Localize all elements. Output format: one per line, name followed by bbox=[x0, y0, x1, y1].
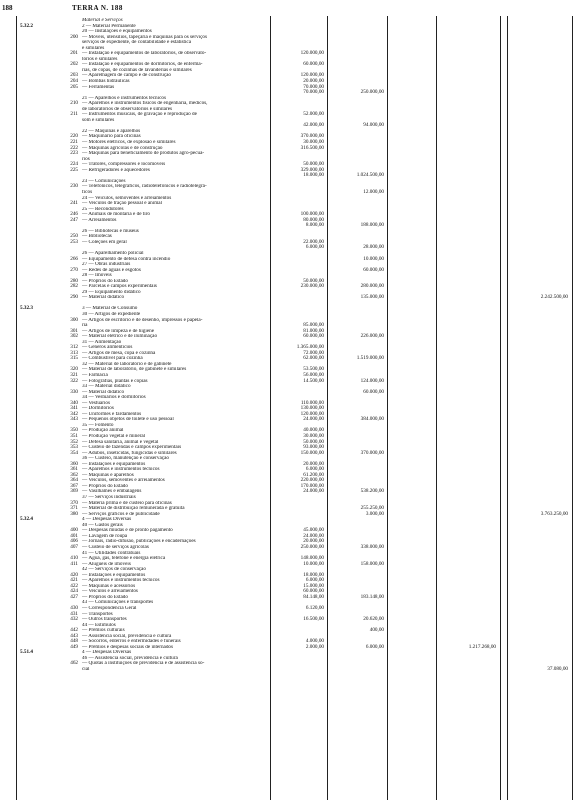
item-description: 27 — Obras industriais bbox=[82, 262, 131, 268]
item-number: 367 bbox=[70, 482, 78, 489]
item-amount: 24.000,00 bbox=[303, 532, 324, 539]
item-amount: 329.000,00 bbox=[300, 166, 324, 173]
item-description: — Máquinas agrícolas e de construção bbox=[82, 145, 163, 151]
item-description: — Lavagem de roupa bbox=[82, 533, 128, 539]
item-number: 202 bbox=[70, 61, 78, 68]
item-description: — Aluguéis de imóveis bbox=[82, 561, 131, 567]
item-amount: 60.000,00 bbox=[303, 61, 324, 68]
item-number: 343 bbox=[70, 416, 78, 423]
item-description: — Bombas hidráulicas bbox=[82, 79, 130, 85]
item-number: 204 bbox=[70, 78, 78, 85]
item-description: — Aparelhos e instrumentos técnicos bbox=[82, 467, 160, 473]
item-description: — Redes de águas e esgotos bbox=[82, 267, 141, 273]
item-description: — Animais de montaria e de tiro bbox=[82, 212, 150, 218]
item-description: — Matéria prima e de custeio para oficinas bbox=[82, 500, 172, 506]
item-description: — Instalação e equipamentos de laboratórios, de observató- bbox=[82, 51, 207, 57]
item-description: — Artigos de mesa, copa e cozinha bbox=[82, 350, 156, 356]
item-description: — Instrumentos musicais, de gravação e reprodução de bbox=[82, 112, 197, 118]
item-number: 241 bbox=[70, 200, 78, 207]
item-description: e similares bbox=[82, 45, 105, 51]
item-number: 250 bbox=[70, 233, 78, 240]
item-description: — Próprios do Estado bbox=[82, 594, 128, 600]
item-amount: 72.000,00 bbox=[303, 349, 324, 356]
item-description: — Máquinas e aparelhos bbox=[82, 472, 134, 478]
item-amount: 6.120,00 bbox=[305, 604, 324, 611]
item-amount: 81.000,00 bbox=[303, 327, 324, 334]
item-amount: 50.000,00 bbox=[303, 277, 324, 284]
page-number: 188 bbox=[2, 4, 13, 12]
item-number: 361 bbox=[70, 466, 78, 473]
item-number: 341 bbox=[70, 405, 78, 412]
item-amount: 45.000,00 bbox=[303, 527, 324, 534]
item-description: 24 — Veículos, semoventes e arreiamentos bbox=[82, 195, 172, 201]
item-amount: 6.000,00 bbox=[305, 577, 324, 584]
item-amount: 22.000,00 bbox=[303, 238, 324, 245]
item-number: 224 bbox=[70, 161, 78, 168]
item-amount: 110.000,00 bbox=[300, 399, 324, 406]
item-number: 370 bbox=[70, 499, 78, 506]
item-description: rios bbox=[82, 156, 90, 162]
item-description: — Correspondência Geral bbox=[82, 605, 137, 611]
item-amount: 85.000,00 bbox=[303, 322, 324, 329]
item-amount: 84.148,00 bbox=[303, 593, 324, 600]
item-description: — Custeio de serviços agrícolas bbox=[82, 544, 149, 550]
item-description: — Artigos de escritório e de desenho, impressos e papela- bbox=[82, 317, 203, 323]
item-description: 40 — Gastos gerais bbox=[82, 522, 123, 528]
subtotal-amount: 158.000,00 bbox=[360, 560, 384, 567]
item-description: — Uniformes e fardamentos bbox=[82, 411, 142, 417]
item-number: 210 bbox=[70, 100, 78, 107]
item-number: 221 bbox=[70, 139, 78, 146]
item-description: 41 — Utilidades contratuais bbox=[82, 550, 141, 556]
item-description: — Material elétrico e de iluminação bbox=[82, 334, 158, 340]
item-description: 26 — Bibliotecas e museus bbox=[82, 228, 139, 234]
item-description: — Instalações e equipamentos bbox=[82, 461, 146, 467]
item-description: — Custeio de fazendas e campos experimentais bbox=[82, 445, 182, 451]
item-description: — Adubos, inseticidas, fungicidas e similares bbox=[82, 450, 177, 456]
item-number: 322 bbox=[70, 377, 78, 384]
item-description: rias, de copas, de cozinhas de lavanderias e similares bbox=[82, 67, 192, 73]
item-number: 448 bbox=[70, 638, 78, 645]
item-number: 354 bbox=[70, 449, 78, 456]
item-description: 20 — Instalações e equipamentos bbox=[82, 29, 152, 35]
item-amount: 42.000,00 bbox=[303, 122, 324, 129]
item-description: — Pequenos objetos de toilete e uso pessoal bbox=[82, 417, 174, 423]
item-amount: 120.000,00 bbox=[300, 72, 324, 79]
subtotal-amount: 370.000,00 bbox=[360, 449, 384, 456]
item-number: 301 bbox=[70, 327, 78, 334]
subtotal-amount: 250.000,00 bbox=[360, 89, 384, 96]
section-code: 5.32.4 bbox=[20, 516, 33, 523]
item-number: 312 bbox=[70, 344, 78, 351]
item-number: 351 bbox=[70, 433, 78, 440]
subtotal-amount: 20.620,00 bbox=[363, 616, 384, 623]
item-number: 364 bbox=[70, 477, 78, 484]
item-amount: 316.500,00 bbox=[300, 144, 324, 151]
item-amount: 20.000,00 bbox=[303, 538, 324, 545]
item-amount: 2.000,00 bbox=[305, 643, 324, 650]
item-description: — Tratores, compressores e locomóveis bbox=[82, 162, 166, 168]
item-number: 225 bbox=[70, 166, 78, 173]
subtotal-amount: 3.000,00 bbox=[365, 510, 384, 517]
item-description: 21 — Aparelhos e instrumentos técnicos bbox=[82, 95, 166, 101]
item-number: 353 bbox=[70, 444, 78, 451]
item-amount: 40.000,00 bbox=[303, 427, 324, 434]
item-number: 340 bbox=[70, 399, 78, 406]
item-description: 22 — Máquinas e aparelhos bbox=[82, 128, 141, 134]
item-amount: 62.000,00 bbox=[303, 355, 324, 362]
item-description: — Aparelhos e instrumentos físicos de engenharia, médicos, bbox=[82, 101, 208, 107]
item-number: 290 bbox=[70, 294, 78, 301]
item-number: 406 bbox=[70, 538, 78, 545]
item-amount: 6.000,00 bbox=[305, 244, 324, 251]
item-amount: 18.000,00 bbox=[303, 172, 324, 179]
subtotal-amount: 183.148,00 bbox=[360, 593, 384, 600]
item-amount: 148.000,00 bbox=[300, 555, 324, 562]
item-number: 411 bbox=[70, 560, 78, 567]
item-number: 211 bbox=[70, 111, 78, 118]
item-amount: 10.000,00 bbox=[303, 560, 324, 567]
item-description: — Serviços gráficos e de publicidade bbox=[82, 511, 160, 517]
item-description: tórios e similares bbox=[82, 56, 118, 62]
item-number: 266 bbox=[70, 255, 78, 262]
subtotal-amount: 338.000,00 bbox=[360, 543, 384, 550]
item-description: — Vestuários bbox=[82, 400, 111, 406]
item-number: 302 bbox=[70, 333, 78, 340]
subtotal-amount: 60.000,00 bbox=[363, 266, 384, 273]
item-description: ria bbox=[82, 323, 88, 329]
item-description: 30 — Artigos de expediente bbox=[82, 311, 141, 317]
item-description: — Quotas a instituições de previdência e de assistência so- bbox=[82, 661, 205, 667]
page-title: TERRA N. 188 bbox=[72, 4, 123, 12]
item-description: — Gêneros alimentícios bbox=[82, 345, 133, 351]
item-amount: 4.000,00 bbox=[305, 638, 324, 645]
item-number: 401 bbox=[70, 532, 78, 539]
subtotal-amount: 384.000,00 bbox=[360, 416, 384, 423]
item-description: — Arreiamentos bbox=[82, 217, 117, 223]
item-number: 246 bbox=[70, 211, 78, 218]
item-description: — Prêmios culturais bbox=[82, 628, 125, 634]
item-amount: 8.000,00 bbox=[305, 222, 324, 229]
item-description: — Maquinário para oficinas bbox=[82, 134, 141, 140]
item-number: 315 bbox=[70, 355, 78, 362]
item-amount: 150.000,00 bbox=[300, 449, 324, 456]
item-description: — Produção vegetal e mineral bbox=[82, 434, 146, 440]
item-description: — Coleções em geral bbox=[82, 239, 127, 245]
item-amount: 24.000,00 bbox=[303, 416, 324, 423]
section-code: 5.32.3 bbox=[20, 305, 33, 312]
item-number: 400 bbox=[70, 527, 78, 534]
item-description: — Telefônicos, telegráficos, radiotelefônicos e radiotelegrá- bbox=[82, 184, 207, 190]
item-description: — Máquinas para beneficiamento de produtos agro-pecuá- bbox=[82, 151, 205, 157]
item-description: 31 — Alimentação bbox=[82, 339, 122, 345]
item-description: 42 — Serviços de conservação bbox=[82, 567, 146, 573]
item-amount: 56.000,00 bbox=[303, 372, 324, 378]
item-description: — Material de laboratório, de gabinete e similares bbox=[82, 367, 187, 373]
item-number: 449 bbox=[70, 643, 78, 650]
item-amount: 24.000,00 bbox=[303, 488, 324, 495]
item-amount: 61.200,00 bbox=[303, 471, 324, 478]
item-description: 28 — Imóveis bbox=[82, 273, 112, 279]
item-description: 4 — Despesas Diversas bbox=[82, 517, 132, 523]
item-description: — Instalação e equipamentos de dormitórios, de enferma- bbox=[82, 62, 203, 68]
item-number: 350 bbox=[70, 427, 78, 434]
item-number: 200 bbox=[70, 33, 78, 40]
item-description: — Material de distribuição remunerada e gratuita bbox=[82, 506, 185, 512]
item-amount: 220.000,00 bbox=[300, 477, 324, 484]
item-description: — Instalações e equipamentos bbox=[82, 572, 146, 578]
subtotal-amount: 188.000,00 bbox=[360, 222, 384, 229]
item-number: 253 bbox=[70, 238, 78, 245]
item-amount: 70.000,00 bbox=[303, 83, 324, 90]
item-description: — Vasilhames e embalagens bbox=[82, 489, 142, 495]
item-number: 313 bbox=[70, 349, 78, 356]
item-amount: 130.000,00 bbox=[300, 405, 324, 412]
subtotal-amount: 94.000,00 bbox=[363, 122, 384, 129]
item-number: 360 bbox=[70, 460, 78, 467]
item-amount: 14.500,00 bbox=[303, 377, 324, 384]
item-number: 220 bbox=[70, 133, 78, 140]
item-description: — Parcelas e campos experimentais bbox=[82, 284, 157, 290]
item-amount: 18.000,00 bbox=[303, 571, 324, 578]
item-amount: 100.000,00 bbox=[300, 211, 324, 218]
item-description: 33 — Material didático bbox=[82, 384, 131, 390]
item-description: — Veículos e arreiamentos bbox=[82, 589, 138, 595]
item-description: — Ferramentas bbox=[82, 84, 115, 90]
item-amount: 60.000,00 bbox=[303, 588, 324, 595]
item-description: — Máquinas e acessórios bbox=[82, 583, 136, 589]
item-amount: 70.000,00 bbox=[303, 89, 324, 96]
item-description: 43 — Comunicações e transportes bbox=[82, 600, 154, 606]
item-description: — Próprios do Estado bbox=[82, 278, 128, 284]
item-description: — Móveis, utensílios, tapeçaria e máquinas para os serviços bbox=[82, 34, 208, 40]
subtotal-amount: 60.000,00 bbox=[363, 388, 384, 395]
item-number: 421 bbox=[70, 577, 78, 584]
item-number: 427 bbox=[70, 593, 78, 600]
item-description: — Produção animal bbox=[82, 428, 124, 434]
item-description: Material e Serviços bbox=[82, 18, 123, 23]
item-description: 35 — Fomento bbox=[82, 422, 114, 428]
item-description: som e similares bbox=[82, 117, 115, 123]
item-description: 2 — Material Permanente bbox=[82, 23, 136, 29]
subtotal-amount: 1.519.000,00 bbox=[356, 355, 384, 362]
grand-total: 2.242.500,00 bbox=[540, 294, 568, 301]
grand-total: 3.763.250,00 bbox=[540, 510, 568, 517]
item-description: 4 — Despesas Diversas bbox=[82, 650, 132, 656]
section-code: 5.51.4 bbox=[20, 649, 33, 656]
item-number: 247 bbox=[70, 216, 78, 223]
item-description: — Fotografias, plantas e cópias bbox=[82, 378, 148, 384]
item-description: — Bibliotecas bbox=[82, 234, 112, 240]
item-amount: 60.000,00 bbox=[303, 333, 324, 340]
table-row bbox=[0, 667, 581, 673]
item-amount: 15.000,00 bbox=[303, 582, 324, 589]
item-amount: 370.000,00 bbox=[300, 133, 324, 140]
item-number: 205 bbox=[70, 83, 78, 90]
item-description: — Motores elétricos, de explosão e similares bbox=[82, 140, 176, 146]
page-header bbox=[2, 4, 577, 16]
subtotal-amount: 1.024.500,00 bbox=[356, 172, 384, 179]
item-description: — Água, gás, telefone e energia elétrica bbox=[82, 556, 166, 562]
item-amount: 230.000,00 bbox=[300, 283, 324, 290]
item-description: — Aparelhagem de campo e de construção bbox=[82, 73, 172, 79]
item-number: 362 bbox=[70, 471, 78, 478]
item-number: 201 bbox=[70, 50, 78, 57]
item-number: 422 bbox=[70, 582, 78, 589]
item-description: — Assistência social, previdência e cultura bbox=[82, 633, 172, 639]
item-amount: 20.000,00 bbox=[303, 460, 324, 467]
item-description: de laboratórios de observatórios e similares bbox=[82, 106, 173, 112]
item-number: 380 bbox=[70, 510, 78, 517]
item-number: 432 bbox=[70, 616, 78, 623]
item-description: 32 — Material de laboratório e de gabinete bbox=[82, 361, 172, 367]
item-amount: 16.500,00 bbox=[303, 616, 324, 623]
item-description: — Material didático bbox=[82, 389, 125, 395]
item-description: — Dormitórios bbox=[82, 406, 114, 412]
item-number: 270 bbox=[70, 266, 78, 273]
item-description: 46 — Assistência social, previdência e cultura bbox=[82, 655, 178, 661]
item-description: — Despesas miúdas e de pronto pagamento bbox=[82, 528, 173, 534]
item-amount: 50.000,00 bbox=[303, 161, 324, 168]
subtotal-amount: 6.000,00 bbox=[365, 643, 384, 650]
item-description: — Farmácia bbox=[82, 373, 108, 378]
item-description: — Veículos de tração pessoal e animal bbox=[82, 201, 162, 207]
item-number: 223 bbox=[70, 150, 78, 157]
item-number: 431 bbox=[70, 610, 78, 617]
item-amount: 30.000,00 bbox=[303, 433, 324, 440]
item-description: serviços de expediente, de contabilidade e estatística bbox=[82, 40, 192, 46]
item-description: — Artigos de limpeza e de higiene bbox=[82, 328, 155, 334]
item-description: 26 — Aparelhamento policial bbox=[82, 250, 144, 256]
item-description: — Veículos, semoventes e arreiamentos bbox=[82, 478, 165, 484]
item-amount: 93.000,00 bbox=[303, 444, 324, 451]
item-number: 342 bbox=[70, 410, 78, 417]
item-amount: 20.000,00 bbox=[303, 78, 324, 85]
subtotal-amount: 10.000,00 bbox=[363, 255, 384, 262]
item-description: — Transportes bbox=[82, 611, 113, 617]
item-description: — Próprios do Estado bbox=[82, 483, 128, 489]
item-number: 407 bbox=[70, 543, 78, 550]
item-amount: 53.500,00 bbox=[303, 366, 324, 373]
budget-table bbox=[0, 18, 581, 673]
item-description: 3 — Material de Consumo bbox=[82, 306, 138, 312]
section-total: 1.217.268,00 bbox=[468, 643, 496, 650]
grand-total: 37.080,00 bbox=[547, 665, 568, 672]
item-number: 410 bbox=[70, 555, 78, 562]
item-amount: 1.365.000,00 bbox=[296, 344, 324, 351]
subtotal-amount: 28.000,00 bbox=[363, 244, 384, 251]
item-description: 29 — Equipamento didático bbox=[82, 289, 141, 295]
item-number: 330 bbox=[70, 388, 78, 395]
item-number: 203 bbox=[70, 72, 78, 79]
item-description: 36 — Custeio, manutenção e conservação bbox=[82, 456, 170, 462]
item-amount: 170.000,00 bbox=[300, 482, 324, 489]
item-number: 369 bbox=[70, 488, 78, 495]
item-amount: 80.000,00 bbox=[303, 216, 324, 223]
item-amount: 30.000,00 bbox=[303, 139, 324, 146]
item-description: — Equipamento de defesa contra incêndio bbox=[82, 256, 171, 262]
item-description: — Aparelhos e instrumentos técnicos bbox=[82, 578, 160, 584]
subtotal-amount: 538.200,00 bbox=[360, 488, 384, 495]
item-number: 443 bbox=[70, 632, 78, 639]
item-number: 230 bbox=[70, 183, 78, 190]
item-number: 300 bbox=[70, 316, 78, 323]
subtotal-amount: 135.000,00 bbox=[360, 294, 384, 301]
item-number: 352 bbox=[70, 438, 78, 445]
subtotal-amount: 226.000,00 bbox=[360, 333, 384, 340]
item-number: 462 bbox=[70, 660, 78, 667]
item-number: 321 bbox=[70, 372, 78, 378]
item-description: — Refrigeradores e aquecedores bbox=[82, 167, 150, 173]
item-number: 420 bbox=[70, 571, 78, 578]
item-description: 44 — Estímulos bbox=[82, 622, 116, 628]
item-description: — Jornais, rádio-difusão, publicações e encadernações bbox=[82, 539, 196, 545]
item-amount: 120.000,00 bbox=[300, 410, 324, 417]
subtotal-amount: 12.000,00 bbox=[363, 188, 384, 195]
item-description: 23 — Comunicações bbox=[82, 178, 126, 184]
subtotal-amount: 255.250,00 bbox=[360, 505, 384, 512]
item-number: 442 bbox=[70, 627, 78, 634]
item-number: 424 bbox=[70, 588, 78, 595]
item-description: 25 — Recondutores bbox=[82, 206, 124, 212]
item-description: — Outros transportes bbox=[82, 617, 127, 623]
item-number: 282 bbox=[70, 283, 78, 290]
item-description: — Defesa sanitária, animal e vegetal bbox=[82, 439, 159, 445]
item-description: — Combustível para cozinha bbox=[82, 356, 143, 362]
item-number: 222 bbox=[70, 144, 78, 151]
subtotal-amount: 400,00 bbox=[369, 627, 384, 634]
section-code: 5.32.2 bbox=[20, 22, 33, 29]
item-description: — Socorros, enterros e enfermidades e funerais bbox=[82, 639, 181, 645]
item-number: 430 bbox=[70, 604, 78, 611]
item-description: — Prêmios e despesas sociais de internados bbox=[82, 644, 174, 650]
item-description: 37 — Serviços industriais bbox=[82, 495, 136, 501]
item-amount: 6.000,00 bbox=[305, 466, 324, 473]
item-amount: 50.000,00 bbox=[303, 438, 324, 445]
item-description: 34 — Vestuários e dormitórios bbox=[82, 395, 146, 401]
item-amount: 52.000,00 bbox=[303, 111, 324, 118]
item-number: 371 bbox=[70, 505, 78, 512]
item-amount: 120.000,00 bbox=[300, 50, 324, 57]
item-description: cial bbox=[82, 666, 90, 672]
item-description: — Material didático bbox=[82, 295, 125, 301]
item-amount: 250.000,00 bbox=[300, 543, 324, 550]
item-number: 320 bbox=[70, 366, 78, 373]
item-number: 280 bbox=[70, 277, 78, 284]
subtotal-amount: 280.000,00 bbox=[360, 283, 384, 290]
item-description: ficos bbox=[82, 189, 93, 195]
subtotal-amount: 124.000,00 bbox=[360, 377, 384, 384]
